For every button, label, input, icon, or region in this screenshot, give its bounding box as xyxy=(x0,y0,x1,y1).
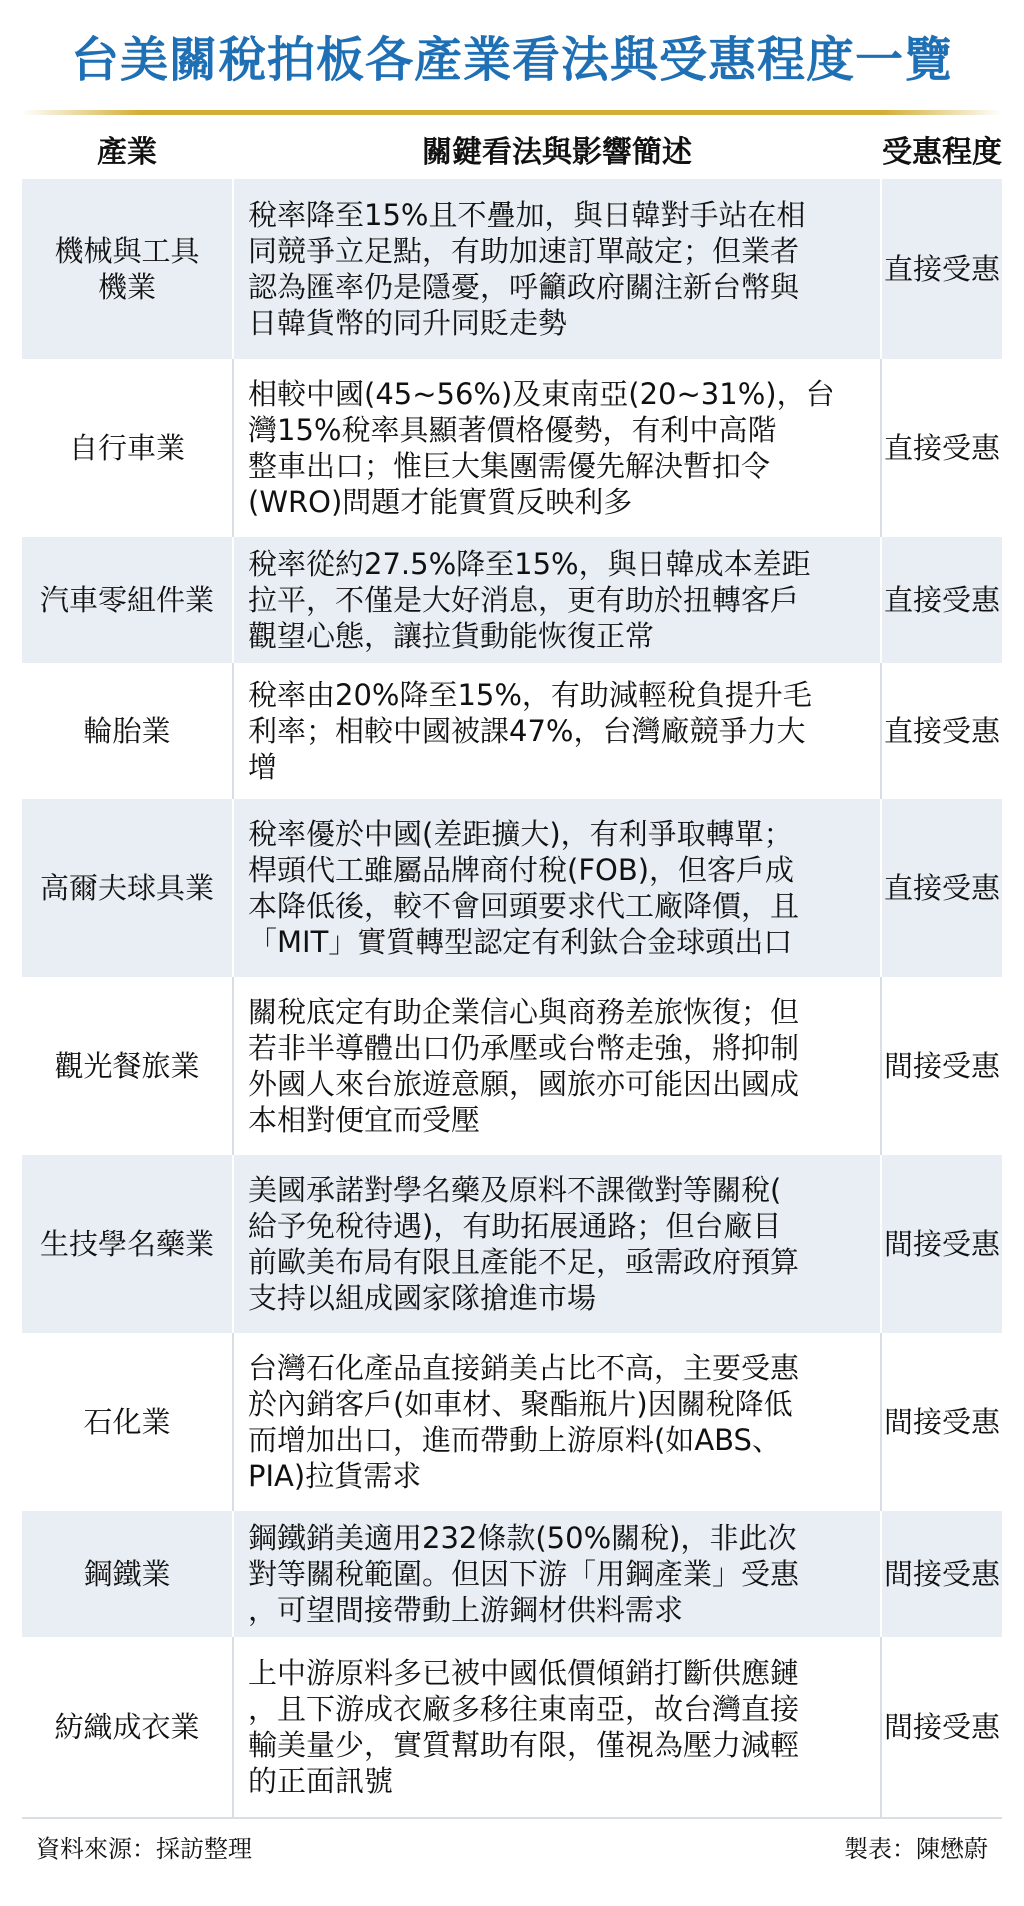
benefit-level: 間接受惠 xyxy=(883,1049,1000,1083)
industry-name: 機械與工具 xyxy=(54,234,200,268)
summary-line: ，且下游成衣廠多移往東南亞，故台灣直接 xyxy=(248,1692,800,1726)
summary-line: 給予免稅待遇)，有助拓展通路；但台廠目 xyxy=(248,1209,782,1243)
table-row xyxy=(22,1155,1002,1333)
industry-cell xyxy=(22,977,232,1155)
summary-line: 本降低後，較不會回頭要求代工廠降價，且 xyxy=(248,889,800,923)
summary-line: 鋼鐵銷美適用232條款(50%關稅)，非此次 xyxy=(248,1521,797,1555)
table-row xyxy=(22,179,1002,359)
benefit-level: 間接受惠 xyxy=(883,1227,1000,1261)
industry-cell xyxy=(22,1333,232,1511)
summary-line: 台灣石化產品直接銷美占比不高，主要受惠 xyxy=(248,1351,800,1385)
industry-name: 機業 xyxy=(97,270,156,304)
summary-line: 整車出口；惟巨大集團需優先解決暫扣令 xyxy=(248,449,771,483)
summary-line: 觀望心態，讓拉貨動能恢復正常 xyxy=(248,619,655,653)
summary-line: 於內銷客戶(如車材、聚酯瓶片)因關稅降低 xyxy=(248,1387,793,1421)
table-row xyxy=(22,1637,1002,1817)
industry-name: 汽車零組件業 xyxy=(39,583,214,617)
page-title: 台美關稅拍板各產業看法與受惠程度一覽 xyxy=(70,31,953,88)
summary-line: 稅率優於中國(差距擴大)，有利爭取轉單； xyxy=(248,817,793,851)
benefit-cell xyxy=(882,537,1002,663)
summary-cell xyxy=(232,359,882,537)
summary-line: 稅率由20%降至15%，有助減輕稅負提升毛 xyxy=(248,678,812,712)
industry-cell xyxy=(22,1155,232,1333)
summary-line: 若非半導體出口仍承壓或台幣走強，將抑制 xyxy=(248,1031,800,1065)
benefit-cell xyxy=(882,663,1002,799)
table-row xyxy=(22,1511,1002,1637)
benefit-cell xyxy=(882,1511,1002,1637)
industry-name: 生技學名藥業 xyxy=(39,1227,214,1261)
summary-line: 拉平，不僅是大好消息，更有助於扭轉客戶 xyxy=(248,583,800,617)
summary-line: 外國人來台旅遊意願，國旅亦可能因出國成 xyxy=(248,1067,800,1101)
summary-line: 而增加出口，進而帶動上游原料(如ABS、 xyxy=(248,1423,781,1457)
summary-line: 認為匯率仍是隱憂，呼籲政府關注新台幣與 xyxy=(248,270,800,304)
benefit-cell xyxy=(882,1155,1002,1333)
header-industry: 產業 xyxy=(22,119,232,179)
industry-name: 觀光餐旅業 xyxy=(54,1049,200,1083)
summary-line: 本相對便宜而受壓 xyxy=(248,1103,481,1137)
summary-line: 稅率降至15%且不疊加，與日韓對手站在相 xyxy=(248,198,806,232)
summary-line: 輸美量少，實質幫助有限，僅視為壓力減輕 xyxy=(248,1728,800,1762)
industry-cell xyxy=(22,537,232,663)
summary-line: 支持以組成國家隊搶進市場 xyxy=(248,1281,597,1315)
benefit-cell xyxy=(882,1637,1002,1817)
table-row xyxy=(22,537,1002,663)
table-body xyxy=(22,179,1002,1817)
table-row xyxy=(22,799,1002,977)
summary-line: 對等關稅範圍。但因下游「用鋼產業」受惠 xyxy=(248,1557,800,1591)
summary-line: 美國承諾對學名藥及原料不課徵對等關稅( xyxy=(248,1173,782,1207)
table-row xyxy=(22,663,1002,799)
summary-line: 關稅底定有助企業信心與商務差旅恢復；但 xyxy=(248,995,800,1029)
footer xyxy=(22,1817,1002,1861)
summary-line: 前歐美布局有限且產能不足，亟需政府預算 xyxy=(248,1245,800,1279)
benefit-level: 直接受惠 xyxy=(883,252,1000,286)
summary-cell xyxy=(232,537,882,663)
summary-line: PIA)拉貨需求 xyxy=(248,1459,422,1493)
industry-cell xyxy=(22,663,232,799)
summary-cell xyxy=(232,1637,882,1817)
industry-table xyxy=(22,119,1002,1817)
benefit-cell xyxy=(882,1333,1002,1511)
summary-line: 「MIT」實質轉型認定有利鈦合金球頭出口 xyxy=(248,925,793,959)
benefit-level: 間接受惠 xyxy=(883,1710,1000,1744)
summary-cell xyxy=(232,663,882,799)
summary-line: 灣15%稅率具顯著價格優勢，有利中高階 xyxy=(248,413,777,447)
benefit-level: 直接受惠 xyxy=(883,431,1000,465)
summary-line: 日韓貨幣的同升同貶走勢 xyxy=(248,306,568,340)
summary-line: 桿頭代工雖屬品牌商付稅(FOB)，但客戶成 xyxy=(248,853,795,887)
benefit-level: 間接受惠 xyxy=(883,1405,1000,1439)
benefit-level: 直接受惠 xyxy=(883,714,1000,748)
header-benefit: 受惠程度 xyxy=(882,119,1002,179)
industry-name: 鋼鐵業 xyxy=(83,1557,171,1591)
benefit-cell xyxy=(882,977,1002,1155)
summary-cell xyxy=(232,977,882,1155)
industry-name: 紡織成衣業 xyxy=(54,1710,200,1744)
summary-line: 相較中國(45~56%)及東南亞(20~31%)，台 xyxy=(248,377,835,411)
industry-cell xyxy=(22,359,232,537)
benefit-cell xyxy=(882,179,1002,359)
industry-name: 高爾夫球具業 xyxy=(39,871,214,905)
summary-cell xyxy=(232,1333,882,1511)
summary-line: 上中游原料多已被中國低價傾銷打斷供應鏈 xyxy=(248,1656,800,1690)
industry-name: 石化業 xyxy=(83,1405,171,1439)
summary-cell xyxy=(232,799,882,977)
summary-line: 稅率從約27.5%降至15%，與日韓成本差距 xyxy=(248,547,811,581)
summary-line: (WRO)問題才能實質反映利多 xyxy=(248,485,633,519)
credit-note: 製表：陳懋蔚 xyxy=(844,1835,988,1863)
benefit-level: 間接受惠 xyxy=(883,1557,1000,1591)
summary-cell xyxy=(232,179,882,359)
industry-cell xyxy=(22,799,232,977)
table-row xyxy=(22,977,1002,1155)
benefit-cell xyxy=(882,799,1002,977)
table-header-row xyxy=(22,119,1002,179)
industry-name: 自行車業 xyxy=(68,431,185,465)
summary-line: 同競爭立足點，有助加速訂單敲定；但業者 xyxy=(248,234,800,268)
summary-line: 的正面訊號 xyxy=(248,1764,394,1798)
summary-line: 增 xyxy=(248,750,278,784)
benefit-level: 直接受惠 xyxy=(883,583,1000,617)
table-row xyxy=(22,1333,1002,1511)
industry-cell xyxy=(22,1637,232,1817)
benefit-cell xyxy=(882,359,1002,537)
industry-cell xyxy=(22,1511,232,1637)
summary-line: 利率；相較中國被課47%，台灣廠競爭力大 xyxy=(248,714,806,748)
summary-cell xyxy=(232,1511,882,1637)
source-note: 資料來源：採訪整理 xyxy=(36,1835,252,1863)
industry-cell xyxy=(22,179,232,359)
summary-line: ，可望間接帶動上游鋼材供料需求 xyxy=(248,1593,684,1627)
title-divider xyxy=(22,110,1002,115)
summary-cell xyxy=(232,1155,882,1333)
benefit-level: 直接受惠 xyxy=(883,871,1000,905)
industry-name: 輪胎業 xyxy=(83,714,171,748)
table-row xyxy=(22,359,1002,537)
header-summary: 關鍵看法與影響簡述 xyxy=(232,119,882,179)
